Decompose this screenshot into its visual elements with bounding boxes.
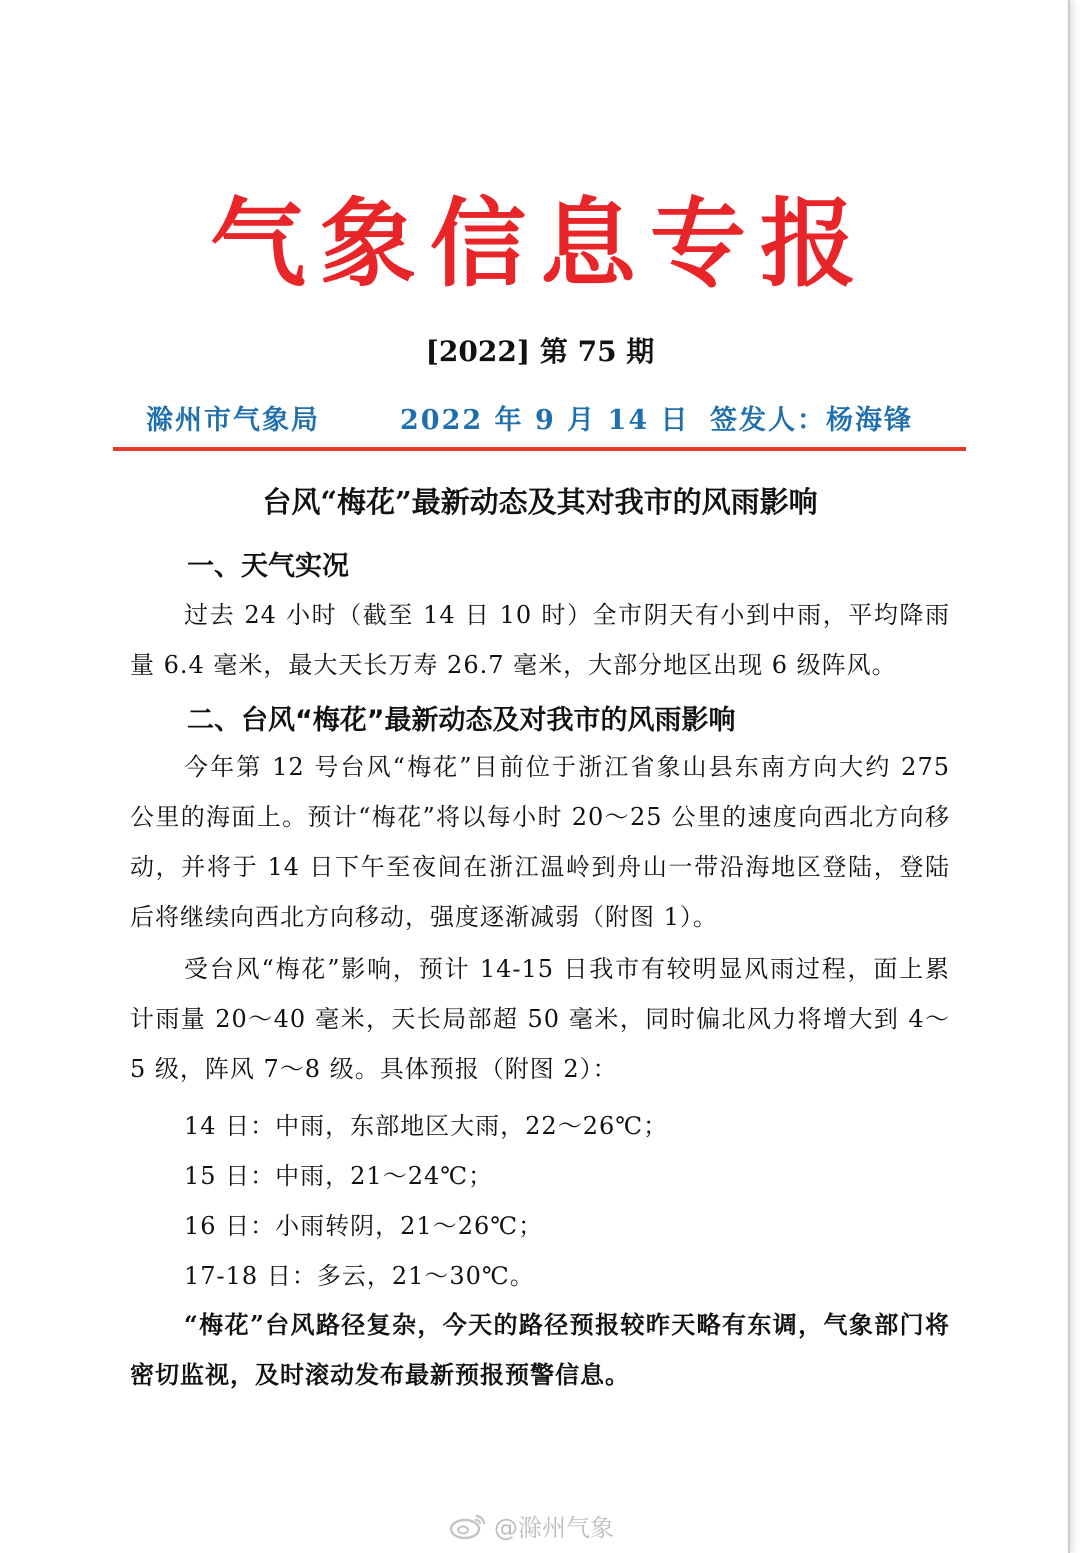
issuing-organization: 滁州市气象局 xyxy=(146,405,320,436)
watermark-text: @滁州气象 xyxy=(494,1514,614,1542)
section-1-paragraph: 过去 24 小时（截至 14 日 10 时）全市阴天有小到中雨，平均降雨量 6.4 毫米，最大天长万寿 26.7 毫米，大部分地区出现 6 级阵风。 xyxy=(130,601,950,679)
forecast-line: 15 日：中雨，21～24℃； xyxy=(184,1162,494,1190)
header-divider xyxy=(113,447,966,451)
weibo-icon xyxy=(448,1512,488,1540)
section-heading-2: 二、台风“梅花”最新动态及对我市的风雨影响 xyxy=(187,705,736,736)
closing-paragraph: “梅花”台风路径复杂，今天的路径预报较昨天略有东调，气象部门将密切监视，及时滚动发布最新预报预警信息。 xyxy=(130,1310,950,1389)
signer: 签发人：杨海锋 xyxy=(710,405,913,436)
issue-date: 2022 年 9 月 14 日 xyxy=(400,405,690,436)
issue-number: [2022] 第 75 期 xyxy=(425,335,655,368)
section-2-paragraph-2: 受台风“梅花”影响，预计 14-15 日我市有较明显风雨过程，面上累计雨量 20～40 毫米，天长局部超 50 毫米，同时偏北风力将增大到 4～5 级，阵风 7～8 级。具体预报（附图 2）： xyxy=(130,955,950,1083)
forecast-line: 16 日：小雨转阴，21～26℃； xyxy=(184,1212,544,1240)
forecast-line: 14 日：中雨，东部地区大雨，22～26℃； xyxy=(184,1112,669,1140)
watermark xyxy=(448,1508,614,1543)
forecast-line: 17-18 日：多云，21～30℃。 xyxy=(184,1262,535,1290)
masthead-title: 气象信息专报 xyxy=(210,187,870,300)
section-2-paragraph-1: 今年第 12 号台风“梅花”目前位于浙江省象山县东南方向大约 275 公里的海面上。预计“梅花”将以每小时 20～25 公里的速度向西北方向移动，并将于 14 日下午至夜间在浙江温岭到舟山一带沿海地区登陆，登陆后将继续向西北方向移动，强度逐渐减弱（附图 1）。 xyxy=(130,753,950,931)
section-heading-1: 一、天气实况 xyxy=(187,551,349,582)
document-title: 台风“梅花”最新动态及其对我市的风雨影响 xyxy=(262,485,818,519)
